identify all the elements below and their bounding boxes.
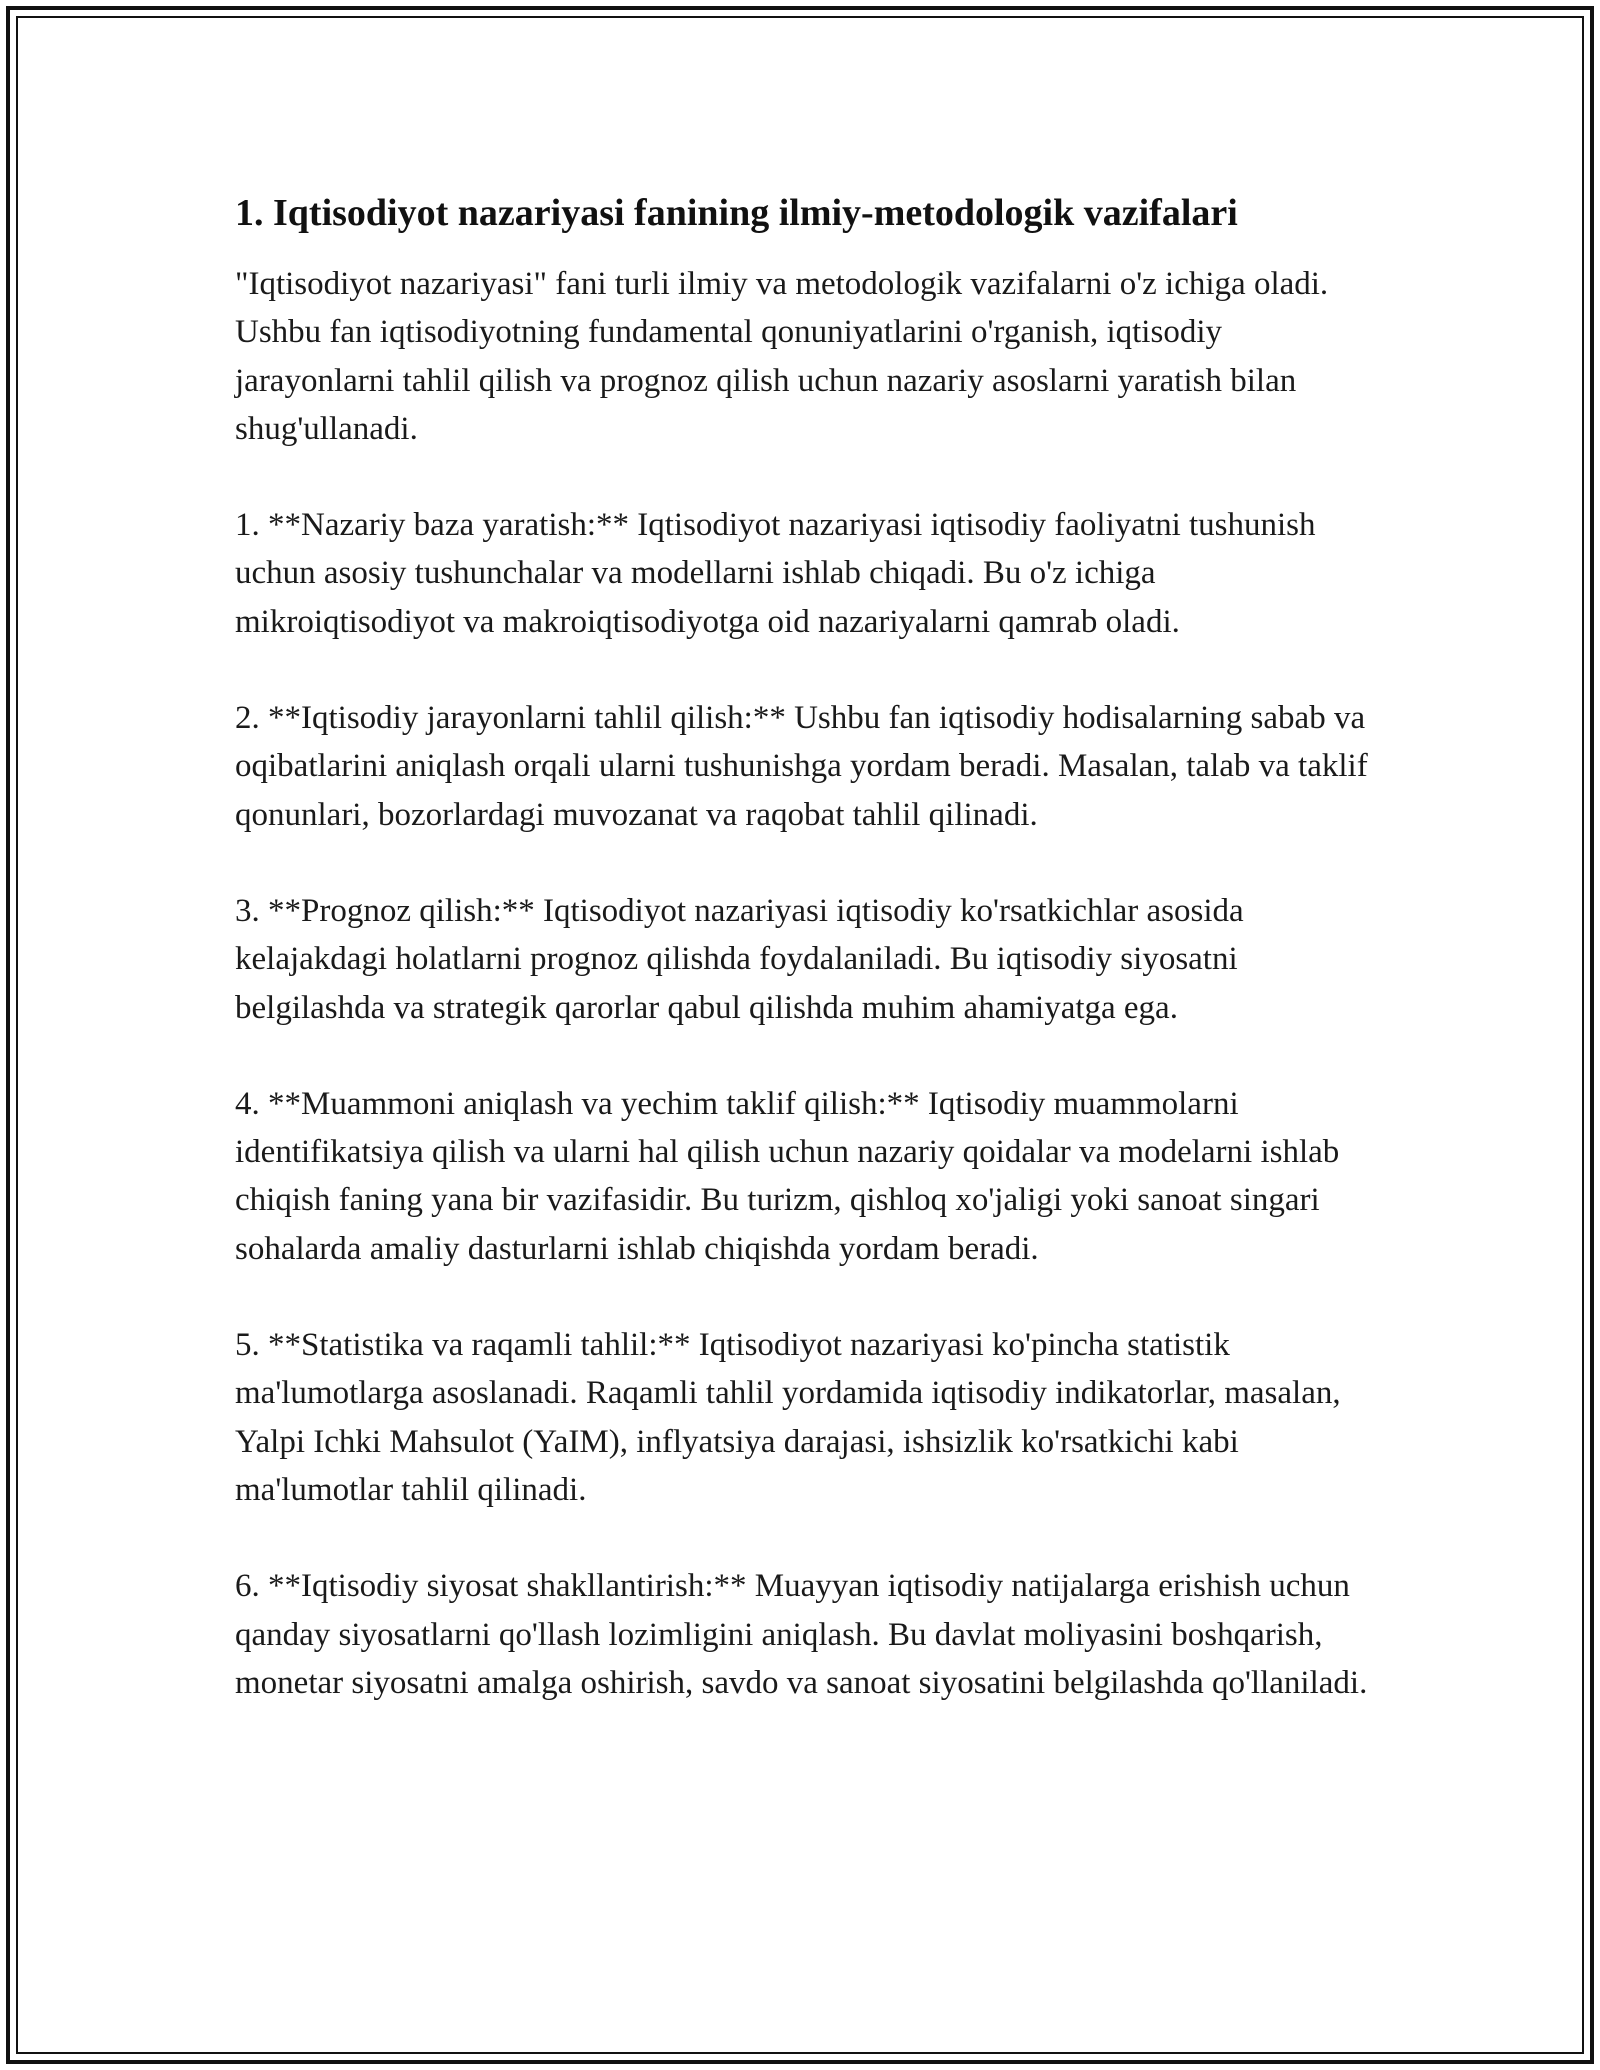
intro-paragraph: "Iqtisodiyot nazariyasi" fani turli ilmiy va metodologik vazifalarni o'z ichiga oladi. Ushbu fan iqtisodiyotning fundamental qonuniyatlarini o'rganish, iqtisodiy jarayonlarni tahlil qilish va prognoz qilish uchun nazariy asoslarni yaratish bilan shug'ullanadi. [235,266,1329,447]
paragraph-item-5: 5. **Statistika va raqamli tahlil:** Iqtisodiyot nazariyasi ko'pincha statistik ma'lumotlarga asoslanadi. Raqamli tahlil yordamida iqtisodiy indikatorlar, masalan, Yalpi Ichki Mahsulot (YaIM), inflyatsiya darajasi, ishsizlik ko'rsatkichi kabi ma'lumotlar tahlil qilinadi. [235,1327,1341,1508]
paragraph-item-1: 1. **Nazariy baza yaratish:** Iqtisodiyot nazariyasi iqtisodiy faoliyatni tushunish uchun asosiy tushunchalar va modellarni ishlab chiqadi. Bu o'z ichiga mikroiqtisodiyot va makroiqtisodiyotga oid nazariyalarni qamrab oladi. [235,507,1316,640]
paragraph-item-3: 3. **Prognoz qilish:** Iqtisodiyot nazariyasi iqtisodiy ko'rsatkichlar asosida kelajakdagi holatlarni prognoz qilishda foydalaniladi. Bu iqtisodiy siyosatni belgilashda va strategik qarorlar qabul qilishda muhim ahamiyatga ega. [235,892,1244,1026]
paragraph-item-4: 4. **Muammoni aniqlash va yechim taklif qilish:** Iqtisodiy muammolarni identifikatsiya qilish va ularni hal qilish uchun nazariy qoidalar va modelarni ishlab chiqish faning yana bir vazifasidir. Bu turizm, qishloq xo'jaligi yoki sanoat singari sohalarda amaliy dasturlarni ishlab chiqishda yordam beradi. [235,1085,1340,1267]
document-title: 1. Iqtisodiyot nazariyasi fanining ilmiy-metodologik vazifalari [235,192,1238,234]
paragraph-item-2: 2. **Iqtisodiy jarayonlarni tahlil qilish:** Ushbu fan iqtisodiy hodisalarning sabab va oqibatlarini aniqlash orqali ularni tushunishga yordam beradi. Masalan, talab va taklif qonunlari, bozorlardagi muvozanat va raqobat tahlil qilinadi. [235,700,1368,833]
document-body [235,188,1375,1755]
paragraph-item-6: 6. **Iqtisodiy siyosat shakllantirish:** Muayyan iqtisodiy natijalarga erishish uchun qanday siyosatlarni qo'llash lozimligini aniqlash. Bu davlat moliyasini boshqarish, monetar siyosatni amalga oshirish, savdo va sanoat siyosatini belgilashda qo'llaniladi. [235,1568,1368,1701]
